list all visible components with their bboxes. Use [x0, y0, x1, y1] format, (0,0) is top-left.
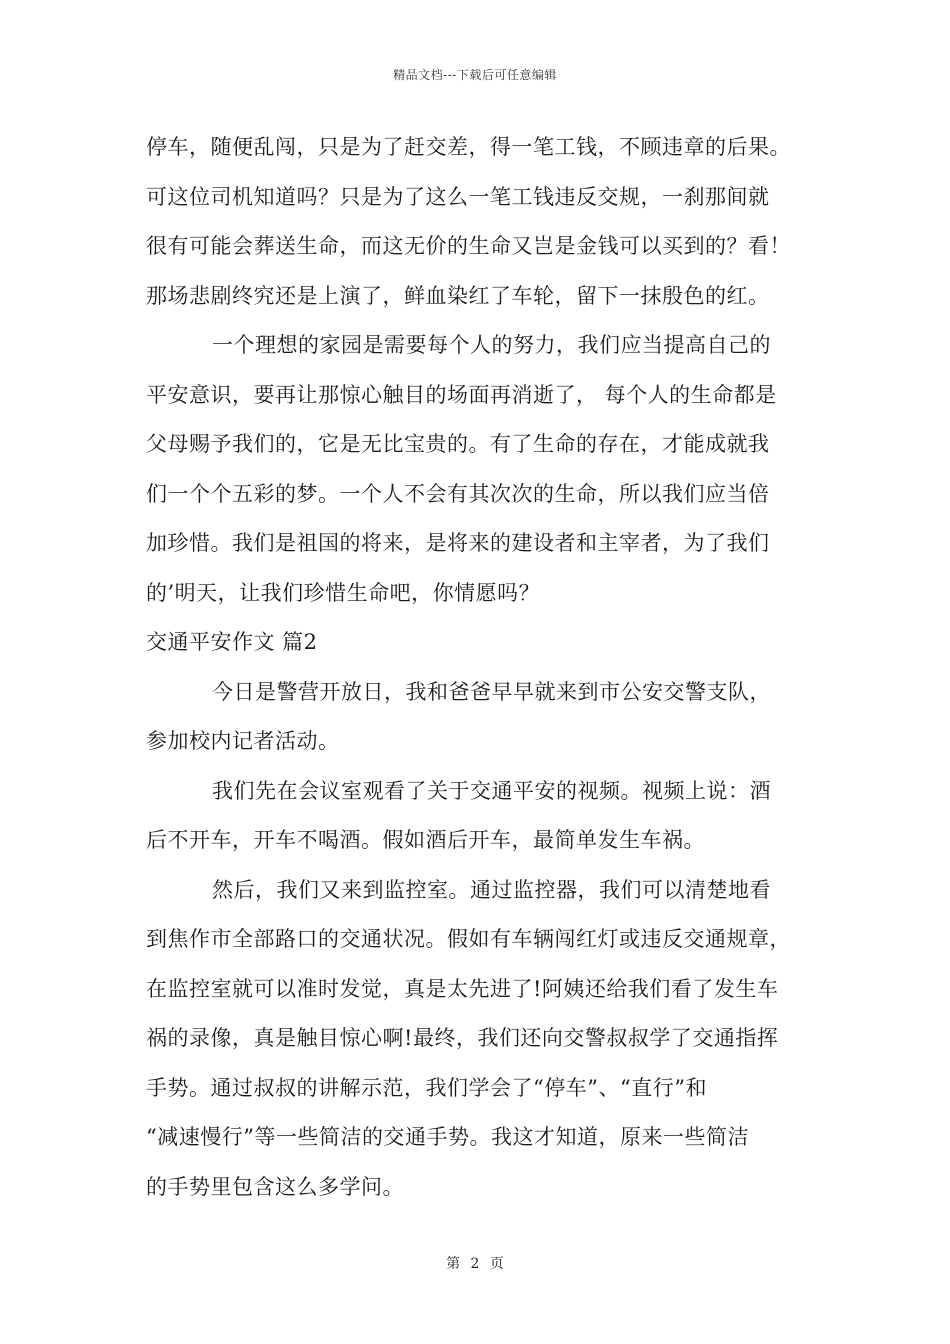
text-line: 参加校内记者活动。 — [146, 729, 340, 753]
text-line: 父母赐予我们的，它是无比宝贵的。有了生命的存在，才能成就我 — [146, 432, 770, 456]
paragraph-start-line: 我们先在会议室观看了关于交通平安的视频。视频上说：酒 — [212, 778, 771, 803]
text-line: 可这位司机知道吗？只是为了这么一笔工钱违反交规，一刹那间就 — [146, 184, 770, 209]
text-line: 到焦作市全部路口的交通状况。假如有车辆闯红灯或违反交通规章， — [146, 927, 791, 951]
text-line: 的’明天，让我们珍惜生命吧，你情愿吗？ — [146, 580, 541, 605]
text-line: 手势。通过叔叔的讲解示范，我们学会了“停车”、“直行”和 — [146, 1075, 707, 1100]
paragraph-start-line: 然后，我们又来到监控室。通过监控器，我们可以清楚地看 — [212, 877, 771, 902]
text-line: 祸的录像，真是触目惊心啊!最终，我们还向交警叔叔学了交通指挥 — [146, 1026, 779, 1050]
text-line: 后不开车，开车不喝酒。假如酒后开车，最简单发生车祸。 — [146, 828, 705, 852]
text-line: 很有可能会葬送生命，而这无价的生命又岂是金钱可以买到的？看！ — [146, 234, 791, 258]
page-number: 第 2 页 — [446, 1256, 504, 1272]
section-heading: 交通平安作文 篇2 — [146, 630, 318, 654]
paragraph-start-line: 今日是警营开放日，我和爸爸早早就来到市公安交警支队， — [212, 679, 771, 704]
document-body — [146, 123, 806, 1212]
text-line: 们一个个五彩的梦。一个人不会有其次次的生命，所以我们应当倍 — [146, 481, 770, 506]
text-line: 的手势里包含这么多学问。 — [146, 1174, 404, 1199]
text-line: 停车，随便乱闯，只是为了赶交差，得一笔工钱，不顾违章的后果。 — [146, 135, 791, 159]
text-line: 那场悲剧终究还是上演了，鲜血染红了车轮，留下一抹殷色的红。 — [146, 283, 770, 308]
text-line: 加珍惜。我们是祖国的将来，是将来的建设者和主宰者，为了我们 — [146, 531, 770, 555]
text-line: 在监控室就可以准时发觉，真是太先进了!阿姨还给我们看了发生车 — [146, 976, 779, 1001]
text-line: 平安意识，要再让那惊心触目的场面再消逝了， 每个人的生命都是 — [146, 382, 777, 407]
page-header: 精品文档---下载后可任意编辑 — [393, 68, 557, 82]
text-line: “减速慢行”等一些简洁的交通手势。我这才知道，原来一些简洁 — [146, 1125, 749, 1149]
paragraph-start-line: 一个理想的家园是需要每个人的努力，我们应当提高自己的 — [212, 333, 771, 357]
